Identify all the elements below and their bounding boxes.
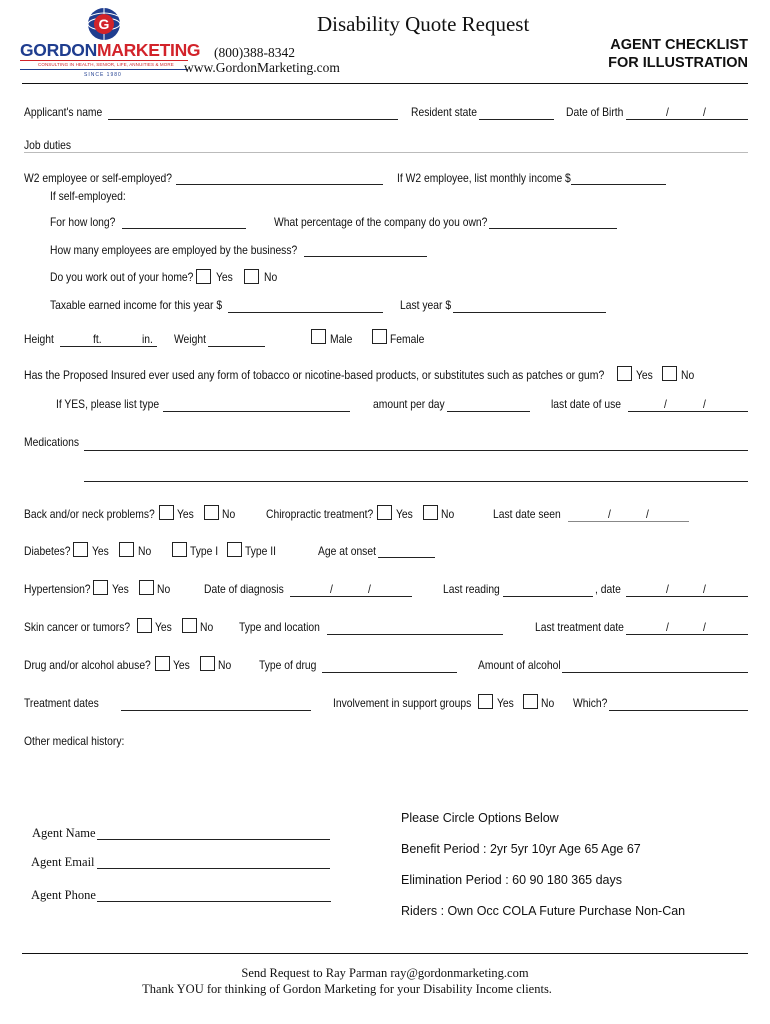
diagnosis-date-field[interactable]	[290, 596, 412, 597]
male-label: Male	[330, 332, 353, 346]
skin-yes-checkbox[interactable]	[137, 618, 152, 633]
back-yes-label: Yes	[177, 507, 194, 521]
diagnosis-date-label: Date of diagnosis	[204, 582, 284, 596]
female-label: Female	[390, 332, 425, 346]
reading-sep-1: /	[666, 582, 669, 596]
if-self-employed-label: If self-employed:	[50, 189, 126, 203]
medications-field[interactable]	[84, 450, 748, 451]
treatment-dates-label: Treatment dates	[24, 696, 99, 710]
type-drug-label: Type of drug	[259, 658, 317, 672]
treatment-dates-field[interactable]	[121, 710, 311, 711]
tobacco-type-label: If YES, please list type	[56, 397, 160, 411]
diabetes-yes-label: Yes	[92, 544, 109, 558]
last-year-label: Last year $	[400, 298, 452, 312]
employees-field[interactable]	[304, 256, 427, 257]
hyper-no-checkbox[interactable]	[139, 580, 154, 595]
diag-sep-1: /	[330, 582, 333, 596]
pct-company-field[interactable]	[489, 228, 617, 229]
drug-yes-checkbox[interactable]	[155, 656, 170, 671]
last-treatment-label: Last treatment date	[535, 620, 624, 634]
home-yes-label: Yes	[216, 270, 233, 284]
amount-alcohol-label: Amount of alcohol	[478, 658, 561, 672]
job-duties-field[interactable]	[24, 152, 748, 153]
tobacco-no-checkbox[interactable]	[662, 366, 677, 381]
support-yes-checkbox[interactable]	[478, 694, 493, 709]
type-location-label: Type and location	[239, 620, 320, 634]
checklist-line1: AGENT CHECKLIST	[610, 37, 748, 53]
last-seen-field[interactable]	[568, 521, 689, 522]
weight-field[interactable]	[208, 346, 265, 347]
tobacco-no-label: No	[681, 368, 695, 382]
other-history-label: Other medical history:	[24, 734, 125, 748]
treat-sep-1: /	[666, 620, 669, 634]
checklist-line2: FOR ILLUSTRATION	[608, 55, 748, 71]
type-location-field[interactable]	[327, 634, 503, 635]
reading-sep-2: /	[703, 582, 706, 596]
employees-label: How many employees are employed by the business?	[50, 243, 298, 257]
drug-yes-label: Yes	[173, 658, 190, 672]
home-no-label: No	[264, 270, 278, 284]
last-date-use-label: last date of use	[551, 397, 621, 411]
last-use-sep-1: /	[664, 397, 667, 411]
last-year-field[interactable]	[453, 312, 606, 313]
type2-label: Type II	[245, 544, 276, 558]
skin-yes-label: Yes	[155, 620, 172, 634]
type2-checkbox[interactable]	[227, 542, 242, 557]
weight-label: Weight	[174, 332, 206, 346]
hyper-yes-checkbox[interactable]	[93, 580, 108, 595]
last-reading-label: Last reading	[443, 582, 500, 596]
drug-no-label: No	[218, 658, 232, 672]
brand-rule	[20, 60, 188, 61]
agent-name-field[interactable]	[97, 839, 330, 840]
treat-sep-2: /	[703, 620, 706, 634]
benefit-period-options[interactable]: Benefit Period : 2yr 5yr 10yr Age 65 Age 67	[401, 842, 641, 856]
last-treatment-field[interactable]	[626, 634, 748, 635]
last-date-use-field[interactable]	[628, 411, 748, 412]
job-duties-label: Job duties	[24, 138, 72, 152]
medications-field-2[interactable]	[84, 481, 748, 482]
last-seen-sep-2: /	[646, 507, 649, 521]
dob-field[interactable]	[626, 119, 748, 120]
header-phone: (800)388-8342	[214, 45, 295, 60]
brand-tagline: CONSULTING IN HEALTH, SENIOR, LIFE, ANNUITIES & MORE	[38, 62, 174, 67]
age-onset-label: Age at onset	[318, 544, 376, 558]
how-long-field[interactable]	[122, 228, 246, 229]
tobacco-yes-checkbox[interactable]	[617, 366, 632, 381]
header-website[interactable]: www.GordonMarketing.com	[184, 60, 340, 75]
header-divider	[22, 83, 748, 84]
dob-label: Date of Birth	[566, 105, 624, 119]
dob-sep-2: /	[703, 105, 706, 119]
back-no-label: No	[222, 507, 236, 521]
applicant-name-field[interactable]	[108, 119, 398, 120]
height-field[interactable]	[60, 346, 157, 347]
reading-date-label: , date	[595, 582, 621, 596]
back-yes-checkbox[interactable]	[159, 505, 174, 520]
chiro-yes-label: Yes	[396, 507, 413, 521]
tobacco-question: Has the Proposed Insured ever used any form of tobacco or nicotine-based products, or substitutes such as patches or gum?	[24, 368, 605, 382]
ft-label: ft.	[93, 332, 102, 346]
logo	[20, 6, 201, 80]
hyper-no-label: No	[157, 582, 171, 596]
how-long-label: For how long?	[50, 215, 116, 229]
which-label: Which?	[573, 696, 608, 710]
medications-label: Medications	[24, 435, 80, 449]
brand-marketing: MARKETING	[96, 40, 201, 60]
last-reading-field[interactable]	[503, 596, 593, 597]
hypertension-label: Hypertension?	[24, 582, 91, 596]
which-field[interactable]	[609, 710, 748, 711]
type1-label: Type I	[190, 544, 219, 558]
type-drug-field[interactable]	[322, 672, 457, 673]
support-no-checkbox[interactable]	[523, 694, 538, 709]
reading-date-field[interactable]	[626, 596, 748, 597]
diabetes-no-label: No	[138, 544, 152, 558]
support-no-label: No	[541, 696, 555, 710]
amount-alcohol-field[interactable]	[562, 672, 748, 673]
tobacco-type-field[interactable]	[163, 411, 350, 412]
amount-per-day-field[interactable]	[447, 411, 530, 412]
skin-cancer-label: Skin cancer or tumors?	[24, 620, 131, 634]
support-groups-label: Involvement in support groups	[333, 696, 472, 710]
support-yes-label: Yes	[497, 696, 514, 710]
resident-state-label: Resident state	[411, 105, 477, 119]
globe-logo-icon	[84, 6, 124, 42]
diabetes-no-checkbox[interactable]	[119, 542, 134, 557]
logo-letter: G	[98, 16, 110, 32]
w2-income-label: If W2 employee, list monthly income $	[397, 171, 571, 185]
agent-phone-field[interactable]	[97, 901, 331, 902]
home-yes-checkbox[interactable]	[196, 269, 211, 284]
footer-thank-you: Thank YOU for thinking of Gordon Marketing for your Disability Income clients.	[142, 982, 552, 996]
drug-alcohol-label: Drug and/or alcohol abuse?	[24, 658, 151, 672]
last-use-sep-2: /	[703, 397, 706, 411]
brand-since: SINCE 1980	[84, 72, 122, 78]
footer-divider	[22, 953, 748, 954]
amount-per-day-label: amount per day	[373, 397, 445, 411]
pct-company-label: What percentage of the company do you own?	[274, 215, 488, 229]
diabetes-yes-checkbox[interactable]	[73, 542, 88, 557]
diag-sep-2: /	[368, 582, 371, 596]
agent-checklist-heading	[608, 36, 748, 72]
agent-name-label: Agent Name	[32, 826, 96, 840]
elimination-period-options[interactable]: Elimination Period : 60 90 180 365 days	[401, 873, 622, 887]
chiro-no-checkbox[interactable]	[423, 505, 438, 520]
page-title: Disability Quote Request	[317, 12, 530, 36]
back-no-checkbox[interactable]	[204, 505, 219, 520]
taxable-label: Taxable earned income for this year $	[50, 298, 223, 312]
dob-sep-1: /	[666, 105, 669, 119]
back-neck-label: Back and/or neck problems?	[24, 507, 155, 521]
footer-send-request: Send Request to Ray Parman ray@gordonmarketing.com	[241, 966, 529, 980]
resident-state-field[interactable]	[479, 119, 554, 120]
brand-rule-2	[20, 69, 188, 70]
diabetes-label: Diabetes?	[24, 544, 71, 558]
age-onset-field[interactable]	[378, 557, 435, 558]
skin-no-checkbox[interactable]	[182, 618, 197, 633]
chiro-yes-checkbox[interactable]	[377, 505, 392, 520]
brand-gordon: GORDON	[20, 40, 97, 60]
last-seen-sep-1: /	[608, 507, 611, 521]
riders-options[interactable]: Riders : Own Occ COLA Future Purchase Non-Can	[401, 904, 686, 918]
w2-income-field[interactable]	[571, 184, 666, 185]
female-checkbox[interactable]	[372, 329, 387, 344]
applicant-name-label: Applicant's name	[24, 105, 103, 119]
home-label: Do you work out of your home?	[50, 270, 194, 284]
in-label: in.	[142, 332, 153, 346]
height-label: Height	[24, 332, 54, 346]
hyper-yes-label: Yes	[112, 582, 129, 596]
chiro-label: Chiropractic treatment?	[266, 507, 374, 521]
skin-no-label: No	[200, 620, 214, 634]
last-seen-label: Last date seen	[493, 507, 561, 521]
type1-checkbox[interactable]	[172, 542, 187, 557]
w2-label: W2 employee or self-employed?	[24, 171, 172, 185]
agent-email-label: Agent Email	[31, 855, 95, 869]
taxable-field[interactable]	[228, 312, 383, 313]
agent-phone-label: Agent Phone	[31, 888, 96, 902]
tobacco-yes-label: Yes	[636, 368, 653, 382]
agent-email-field[interactable]	[97, 868, 330, 869]
w2-field[interactable]	[176, 184, 383, 185]
options-heading: Please Circle Options Below	[401, 811, 559, 825]
chiro-no-label: No	[441, 507, 455, 521]
male-checkbox[interactable]	[311, 329, 326, 344]
drug-no-checkbox[interactable]	[200, 656, 215, 671]
brand-name	[20, 40, 200, 61]
home-no-checkbox[interactable]	[244, 269, 259, 284]
